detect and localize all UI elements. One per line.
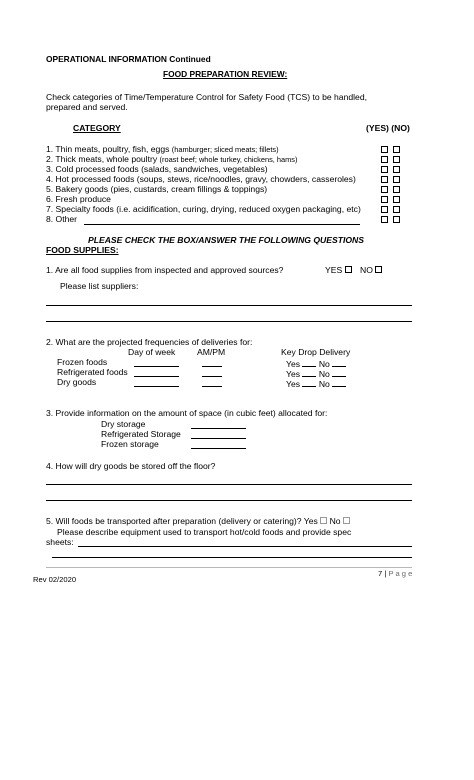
suppliers-line-2[interactable] [46, 321, 412, 322]
cat5-yes-checkbox[interactable] [381, 186, 388, 193]
form-title: FOOD PREPARATION REVIEW: [163, 69, 288, 79]
category-row-4: 4. Hot processed foods (soups, stews, rice/noodles, gravy, chowders, casseroles) [46, 174, 356, 184]
cat3-yes-checkbox[interactable] [381, 166, 388, 173]
category-row-7: 7. Specialty foods (i.e. acidification, curing, drying, reduced oxygen packaging, etc) [46, 204, 361, 214]
q5-no-checkbox[interactable] [343, 517, 350, 524]
q1-yes-checkbox[interactable] [345, 266, 352, 273]
refrigerated-yes-blank[interactable] [302, 368, 316, 377]
transport-line-1[interactable] [78, 546, 412, 547]
frozen-day-blank[interactable] [134, 366, 179, 367]
dry-storage-blank[interactable] [191, 428, 246, 429]
dry-no-blank[interactable] [332, 378, 346, 387]
q1-yes-option[interactable]: YES [325, 266, 352, 275]
q1-text: 1. Are all food supplies from inspected and approved sources? [46, 265, 284, 275]
frozen-ampm-blank[interactable] [202, 366, 222, 367]
q1-no-checkbox[interactable] [375, 266, 382, 273]
cat1-no-checkbox[interactable] [393, 146, 400, 153]
cat2-no-checkbox[interactable] [393, 156, 400, 163]
category-row-6: 6. Fresh produce [46, 194, 111, 204]
category-row-5: 5. Bakery goods (pies, custards, cream fillings & toppings) [46, 184, 268, 194]
footer-rule [46, 567, 412, 568]
q5-text: 5. Will foods be transported after preparation (delivery or catering)? Yes No [46, 517, 350, 526]
category-header: CATEGORY [73, 123, 121, 133]
food-supplies-heading: FOOD SUPPLIES: [46, 245, 119, 255]
q5-yes-checkbox[interactable] [320, 517, 327, 524]
q1-no-option[interactable]: NO [360, 266, 382, 275]
q4-text: 4. How will dry goods be stored off the floor? [46, 461, 216, 471]
refrigerated-key-yes: Yes No [286, 368, 346, 379]
cat3-no-checkbox[interactable] [393, 166, 400, 173]
q2-text: 2. What are the projected frequencies of deliveries for: [46, 337, 253, 347]
suppliers-line-1[interactable] [46, 305, 412, 306]
page-number: 7 | P a g e [378, 569, 413, 578]
q2-col-key: Key Drop Delivery [281, 347, 351, 357]
cat5-no-checkbox[interactable] [393, 186, 400, 193]
dry-day-blank[interactable] [134, 386, 179, 387]
frozen-no-blank[interactable] [332, 358, 346, 367]
category-row-2: 2. Thick meats, whole poultry (roast beef; whole turkey, chickens, hams) [46, 154, 298, 164]
frozen-yes-blank[interactable] [302, 358, 316, 367]
other-category-blank[interactable] [84, 224, 360, 225]
dry-ampm-blank[interactable] [202, 386, 222, 387]
q2-row-dry: Dry goods [57, 377, 97, 387]
dry-goods-line-2[interactable] [46, 500, 412, 501]
q2-row-refrigerated: Refrigerated foods [57, 367, 128, 377]
refrigerated-no-blank[interactable] [332, 368, 346, 377]
q3-row-dry-storage: Dry storage [101, 419, 146, 429]
cat6-no-checkbox[interactable] [393, 196, 400, 203]
refrigerated-ampm-blank[interactable] [202, 376, 222, 377]
q2-col-ampm: AM/PM [197, 347, 226, 357]
refrigerated-day-blank[interactable] [134, 376, 179, 377]
transport-line-2[interactable] [52, 557, 412, 558]
intro-line-1: Check categories of Time/Temperature Control for Safety Food (TCS) to be handled, [46, 92, 367, 102]
q5-sub-2: sheets: [46, 537, 74, 547]
q2-col-day: Day of week [128, 347, 176, 357]
q3-row-refrigerated-storage: Refrigerated Storage [101, 429, 181, 439]
category-row-8: 8. Other [46, 214, 78, 224]
dry-goods-line-1[interactable] [46, 484, 412, 485]
intro-line-2: prepared and served. [46, 102, 128, 112]
cat1-yes-checkbox[interactable] [381, 146, 388, 153]
cat4-yes-checkbox[interactable] [381, 176, 388, 183]
q3-row-frozen-storage: Frozen storage [101, 439, 159, 449]
dry-key-yes: Yes No [286, 378, 346, 389]
yes-no-header: (YES) (NO) [366, 123, 410, 133]
frozen-storage-blank[interactable] [191, 448, 246, 449]
cat6-yes-checkbox[interactable] [381, 196, 388, 203]
instruction-heading: PLEASE CHECK THE BOX/ANSWER THE FOLLOWING QUESTIONS [88, 235, 364, 245]
cat7-no-checkbox[interactable] [393, 206, 400, 213]
dry-yes-blank[interactable] [302, 378, 316, 387]
q3-text: 3. Provide information on the amount of space (in cubic feet) allocated for: [46, 408, 328, 418]
cat2-yes-checkbox[interactable] [381, 156, 388, 163]
cat8-no-checkbox[interactable] [393, 216, 400, 223]
cat4-no-checkbox[interactable] [393, 176, 400, 183]
cat7-yes-checkbox[interactable] [381, 206, 388, 213]
q5-sub-1: Please describe equipment used to transport hot/cold foods and provide spec [57, 527, 352, 537]
q2-row-frozen: Frozen foods [57, 357, 108, 367]
revision-date: Rev 02/2020 [33, 575, 77, 584]
category-row-1: 1. Thin meats, poultry, fish, eggs (hamburger; sliced meats; fillets) [46, 144, 279, 154]
q1-sub-label: Please list suppliers: [60, 281, 139, 291]
category-row-3: 3. Cold processed foods (salads, sandwiches, vegetables) [46, 164, 268, 174]
frozen-key-yes: Yes No [286, 358, 346, 369]
cat8-yes-checkbox[interactable] [381, 216, 388, 223]
section-title: OPERATIONAL INFORMATION Continued [46, 54, 211, 64]
refrigerated-storage-blank[interactable] [191, 438, 246, 439]
